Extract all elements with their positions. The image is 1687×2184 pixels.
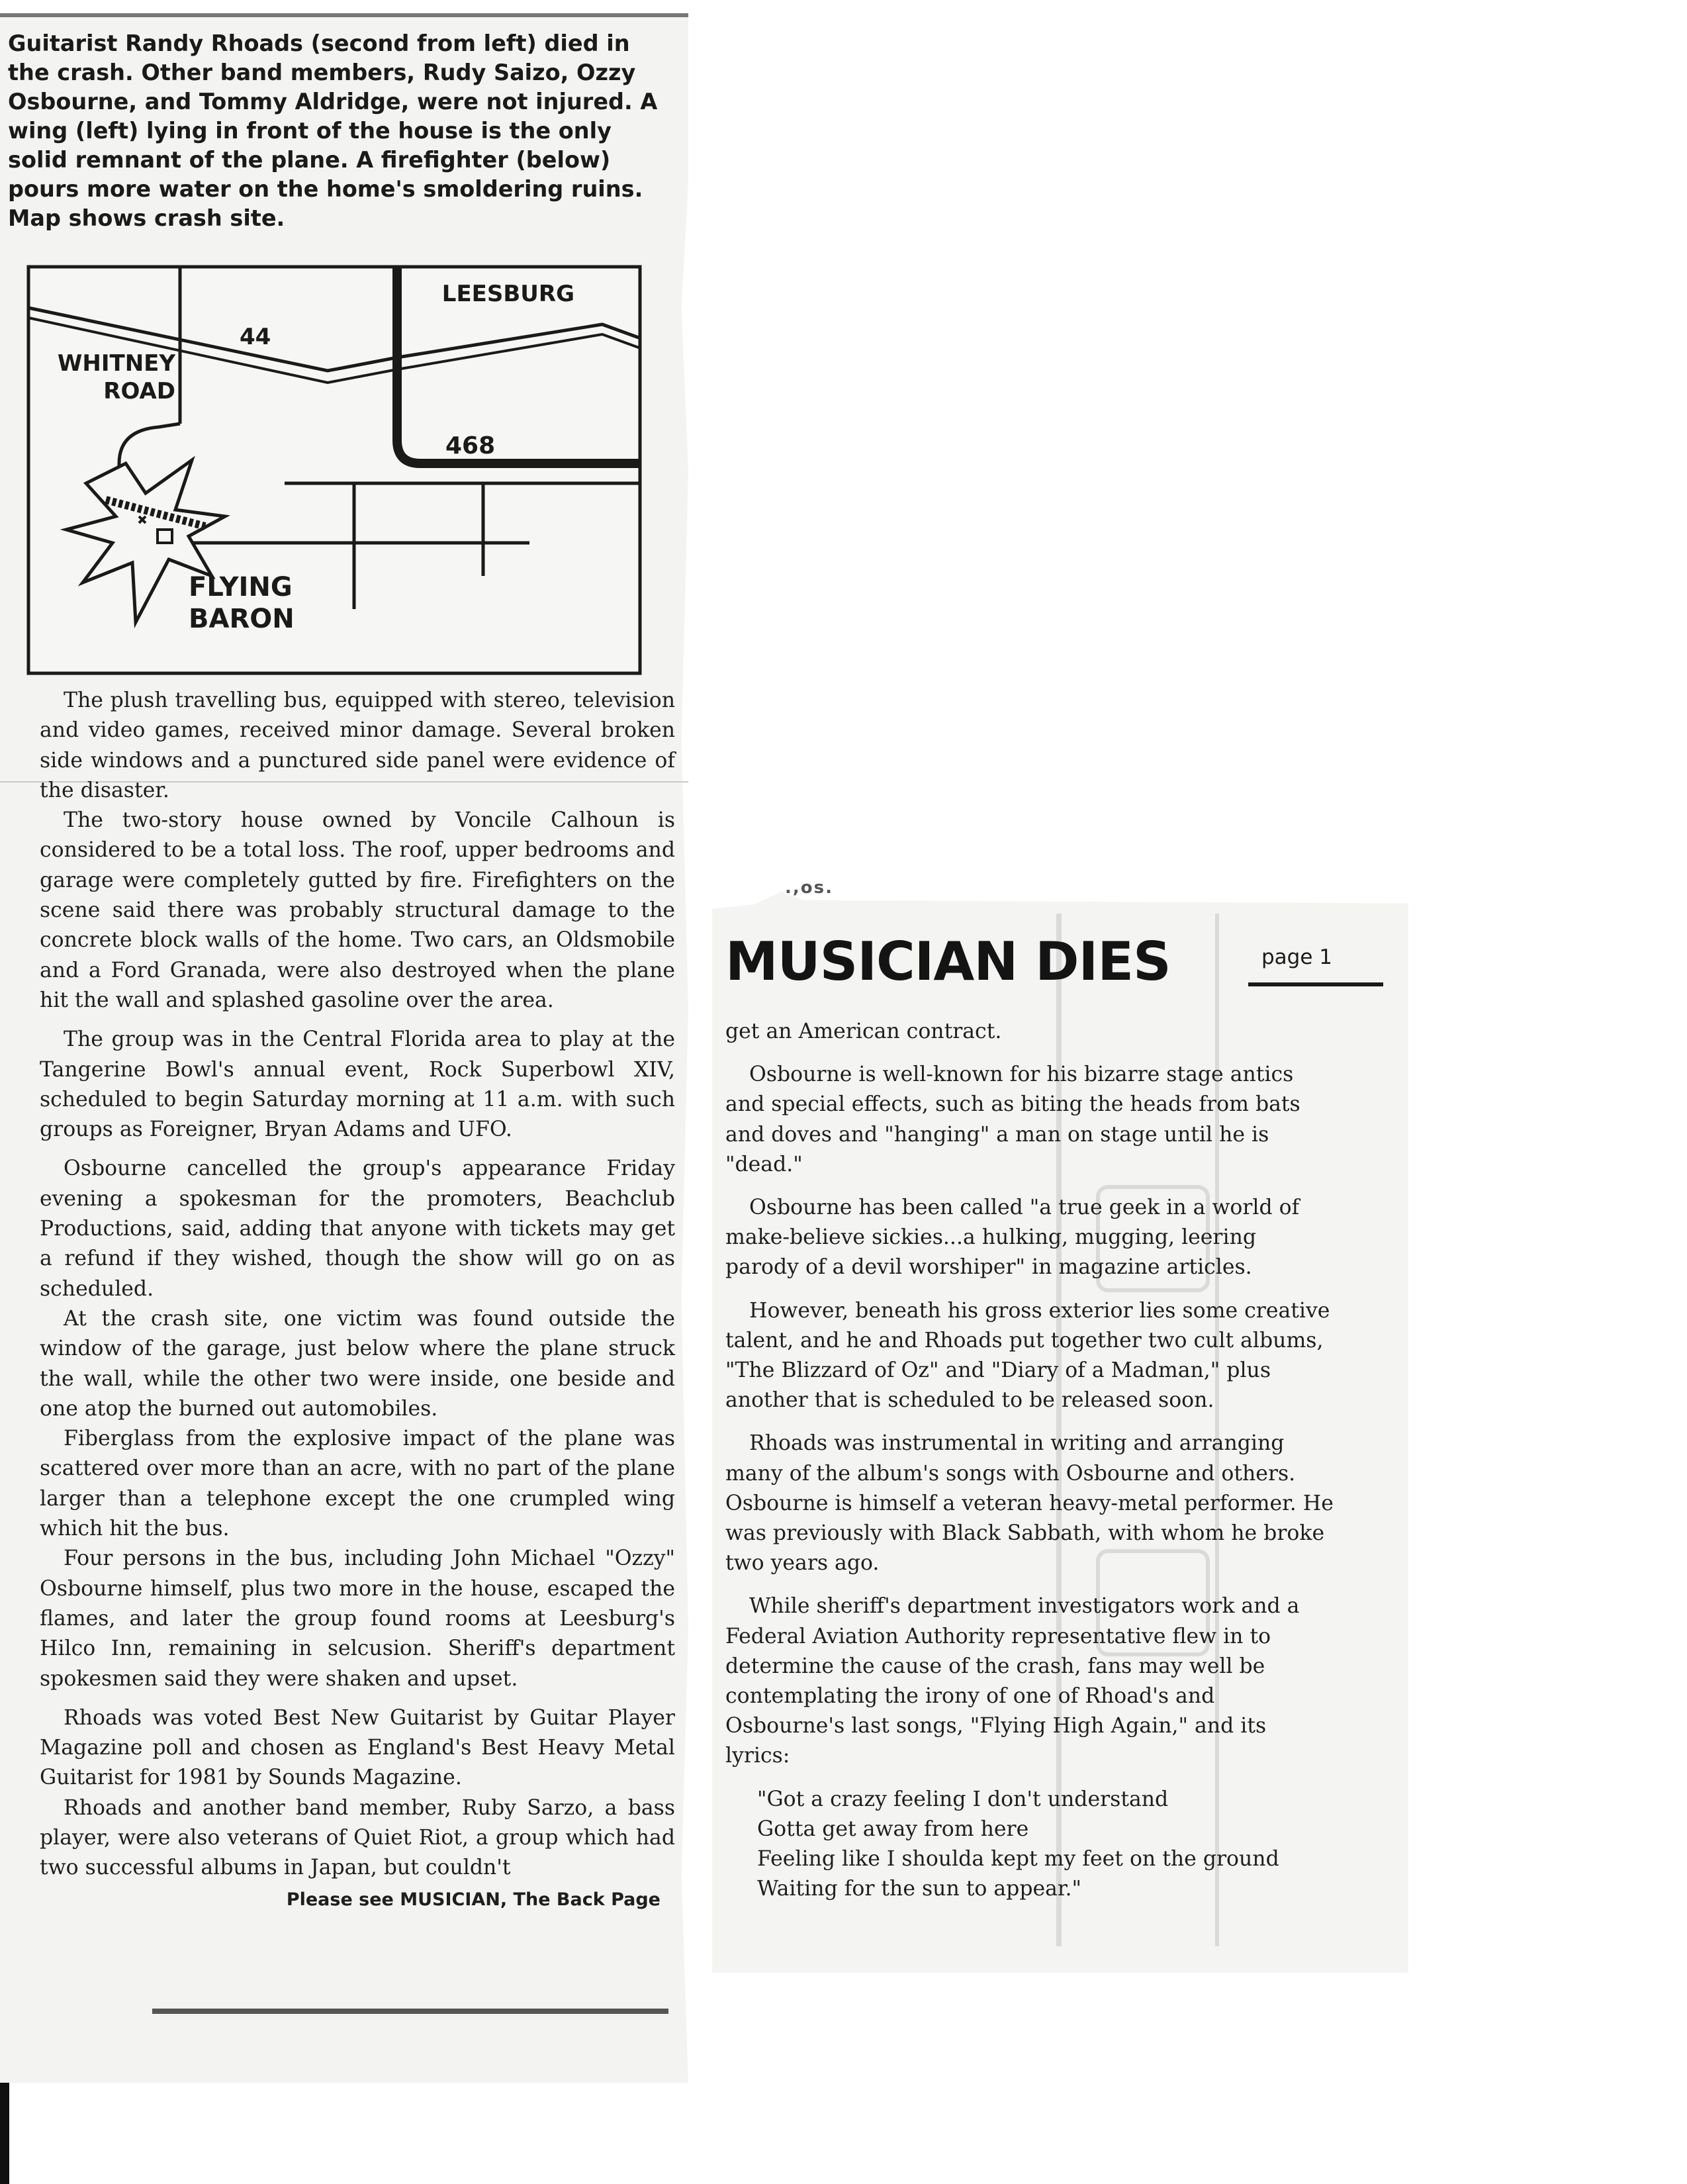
paragraph: Four persons in the bus, including John Michael "Ozzy" Osbourne himself, plus two more in the house, escaped the flames, and later the group found rooms at Leesburg's Hilco Inn, remaining in selcusion. Sheriff's department spokesmen said they were shaken and upset. [40,1546,675,1691]
clipping-top-rule [0,13,688,17]
map-label-468: 468 [445,432,496,459]
map-label-44: 44 [240,324,271,350]
map-label-baron: BARON [189,604,295,634]
paragraph: The two-story house owned by Voncile Calhoun is considered to be a total loss. The roof, upper bedrooms and garage were completely gutted by fire. Firefighters on the scene said there was probably structural damage to the concrete block walls of the home. Two cars, an Oldsmobile and a Ford Granada, were also destroyed when the plane hit the wall and splashed gasoline over the area. [40,808,675,1012]
paragraph: Osbourne is well-known for his bizarre stage antics and special effects, such as biting the heads from bats and doves and "hanging" a man on stage until he is "dead." [725,1063,1300,1176]
paragraph: While sheriff's department investigators work and a Federal Aviation Authority representative flew in to determine the cause of the crash, fans may well be contemplating the irony of one of Rhoad's and Osbourne's last songs, "Flying High Again," and its lyrics: [725,1594,1300,1768]
paragraph: However, beneath his gross exterior lies some creative talent, and he and Rhoads put together two cult albums, "The Blizzard of Oz" and "Diary of a Madman," plus another that is scheduled to be released soon. [725,1298,1330,1413]
paragraph: The group was in the Central Florida area to play at the Tangerine Bowl's annual event, Rock Superbowl XIV, scheduled to begin Saturday morning at 11 a.m. with such groups as Foreigner, Bryan Adams and UFO. [40,1027,675,1142]
lyric-line: "Got a crazy feeling I don't understand [757,1787,1169,1811]
article-column-1 [40,686,675,1915]
paragraph: At the crash site, one victim was found outside the window of the garage, just below where the plane struck the wall, while the other two were inside, one beside and one atop the burned out automobiles. [40,1306,675,1421]
map-svg [26,265,642,675]
page-reference: page 1 [1261,945,1333,969]
paragraph: Osbourne cancelled the group's appearance Friday evening a spokesman for the promoters, Beachclub Productions, said, adding that anyone with tickets may get a refund if they wished, though the show will go on as scheduled. [40,1157,675,1301]
torn-headline-fragment: .,os. [785,878,833,898]
crash-site-map [26,265,642,675]
continued-on-note: Please see MUSICIAN, The Back Page [286,1889,661,1910]
headline-rule [1248,982,1383,986]
paragraph: Fiberglass from the explosive impact of the plane was scattered over more than an acre, with no part of the plane larger than a telephone except the one crumpled wing which hit the bus. [40,1427,675,1541]
paragraph: Rhoads was instrumental in writing and arranging many of the album's songs with Osbourne and others. Osbourne is himself a veteran heavy-metal performer. He was previously with Black Sabbath, with whom he broke two years ago. [725,1431,1334,1576]
lyric-line: Gotta get away from here [757,1817,1029,1841]
clipping-bottom-rule [152,2009,668,2014]
paragraph: The plush travelling bus, equipped with stereo, television and video games, received minor damage. Several broken side windows and a punctured side panel were evidence of the disaster. [40,688,675,802]
lyric-line: Feeling like I shoulda kept my feet on the ground [757,1847,1279,1872]
map-label-whitney: WHITNEY [57,350,175,377]
paragraph: get an American contract. [725,1020,1002,1043]
map-label-leesburg: LEESBURG [441,281,574,307]
lyric-line: Waiting for the sun to appear." [757,1877,1082,1901]
house-icon [158,530,172,543]
song-lyrics [725,1785,1334,1905]
paragraph: Rhoads and another band member, Ruby Sarzo, a bass player, were also veterans of Quiet Riot, a group which had two successful albums in Japan, but couldn't [40,1795,675,1880]
paragraph: Rhoads was voted Best New Guitarist by Guitar Player Magazine poll and chosen as England's Best Heavy Metal Guitarist for 1981 by Sounds Magazine. [40,1705,675,1790]
map-label-flying: FLYING [189,572,293,602]
headline: MUSICIAN DIES [725,931,1171,992]
photo-caption: Guitarist Randy Rhoads (second from left) died in the crash. Other band members, Rudy Saizo, Ozzy Osbourne, and Tommy Aldridge, were not injured. A wing (left) lying in front of the house is the only solid remnant of the plane. A firefighter (below) pours more water on the home's smoldering ruins. Map shows crash site. [8,30,658,231]
paragraph: Osbourne has been called "a true geek in a world of make-believe sickies...a hulking, mugging, leering parody of a devil worshiper" in magazine articles. [725,1196,1300,1280]
map-label-road: ROAD [103,378,175,404]
article-column-2 [725,1017,1334,1904]
